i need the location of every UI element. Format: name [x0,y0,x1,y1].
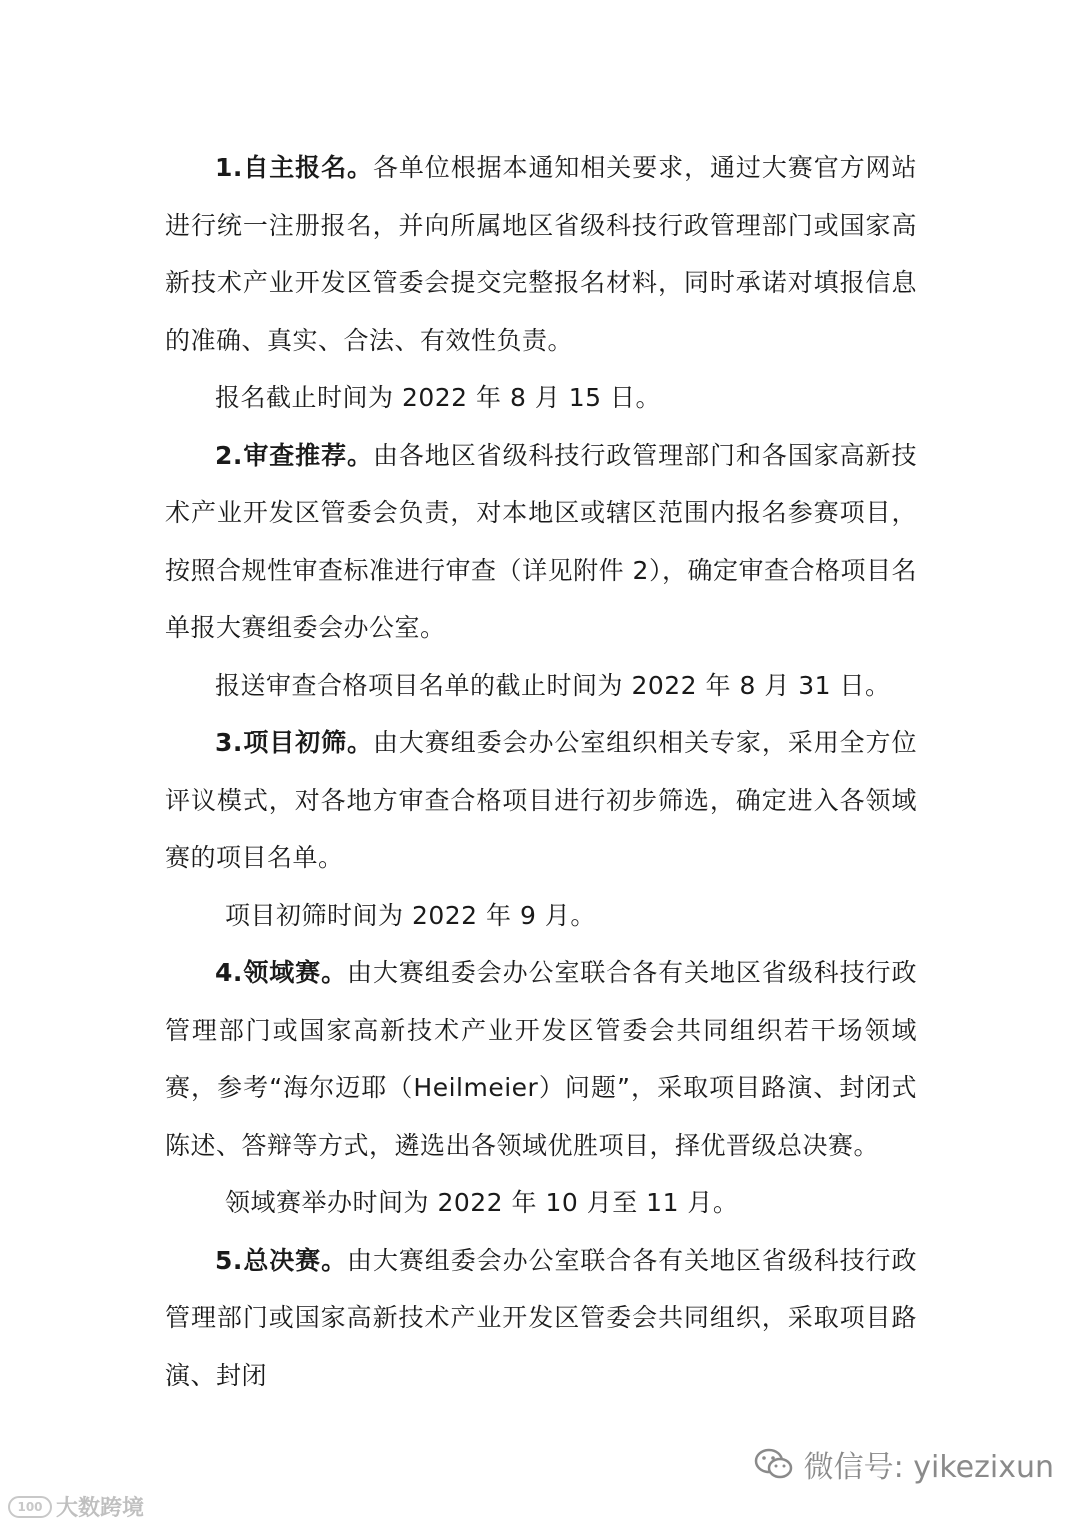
paragraph-text: 由各地区省级科技行政管理部门和各国家高新技术产业开发区管委会负责，对本地区或辖区范围内报名参赛项目，按照合规性审查标准进行审查（详见附件 2），确定审查合格项目名单报大赛组委会办公室。 [165,440,917,642]
paragraph-text: 项目初筛时间为 2022 年 9 月。 [225,900,596,930]
paragraph-8 [165,1174,917,1232]
paragraph-9 [165,1232,917,1405]
wechat-id-text: 微信号: yikezixun [803,1450,1054,1485]
paragraph-heading: 5.总决赛。 [215,1245,348,1275]
paragraph-text: 报送审查合格项目名单的截止时间为 2022 年 8 月 31 日。 [215,670,891,700]
paragraph-3 [165,427,917,657]
paragraph-5 [165,714,917,887]
paragraph-text: 由大赛组委会办公室联合各有关地区省级科技行政管理部门或国家高新技术产业开发区管委会共同组织若干场领域赛，参考“海尔迈耶（Heilmeier）问题”，采取项目路演、封闭式陈述、答辩等方式，遴选出各领域优胜项目，择优晋级总决赛。 [165,958,917,1160]
paragraph-text: 报名截止时间为 2022 年 8 月 15 日。 [215,383,662,412]
paragraph-1 [165,139,917,369]
paragraph-heading: 1.自主报名。 [215,153,373,182]
brand-watermark [8,1491,144,1522]
paragraph-heading: 2.审查推荐。 [215,440,373,470]
wechat-icon [754,1447,794,1481]
document-body [165,139,917,1404]
paragraph-heading: 4.领域赛。 [215,958,348,987]
paragraph-7 [165,944,917,1174]
wechat-watermark [754,1442,1054,1486]
paragraph-heading: 3.项目初筛。 [215,728,373,757]
paragraph-4 [165,657,917,715]
paragraph-text: 领域赛举办时间为 2022 年 10 月至 11 月。 [225,1188,739,1217]
paragraph-text: 由大赛组委会办公室联合各有关地区省级科技行政管理部门或国家高新技术产业开发区管委会共同组织，采取项目路演、封闭 [165,1245,917,1390]
brand-logo-icon: 100 [8,1496,52,1518]
paragraph-2 [165,369,917,427]
brand-name: 大数跨境 [56,1496,145,1521]
paragraph-6 [165,887,917,945]
paragraph-text: 各单位根据本通知相关要求，通过大赛官方网站进行统一注册报名，并向所属地区省级科技行政管理部门或国家高新技术产业开发区管委会提交完整报名材料，同时承诺对填报信息的准确、真实、合法、有效性负责。 [165,153,917,355]
paragraph-text: 由大赛组委会办公室组织相关专家，采用全方位评议模式，对各地方审查合格项目进行初步筛选，确定进入各领域赛的项目名单。 [165,728,917,872]
